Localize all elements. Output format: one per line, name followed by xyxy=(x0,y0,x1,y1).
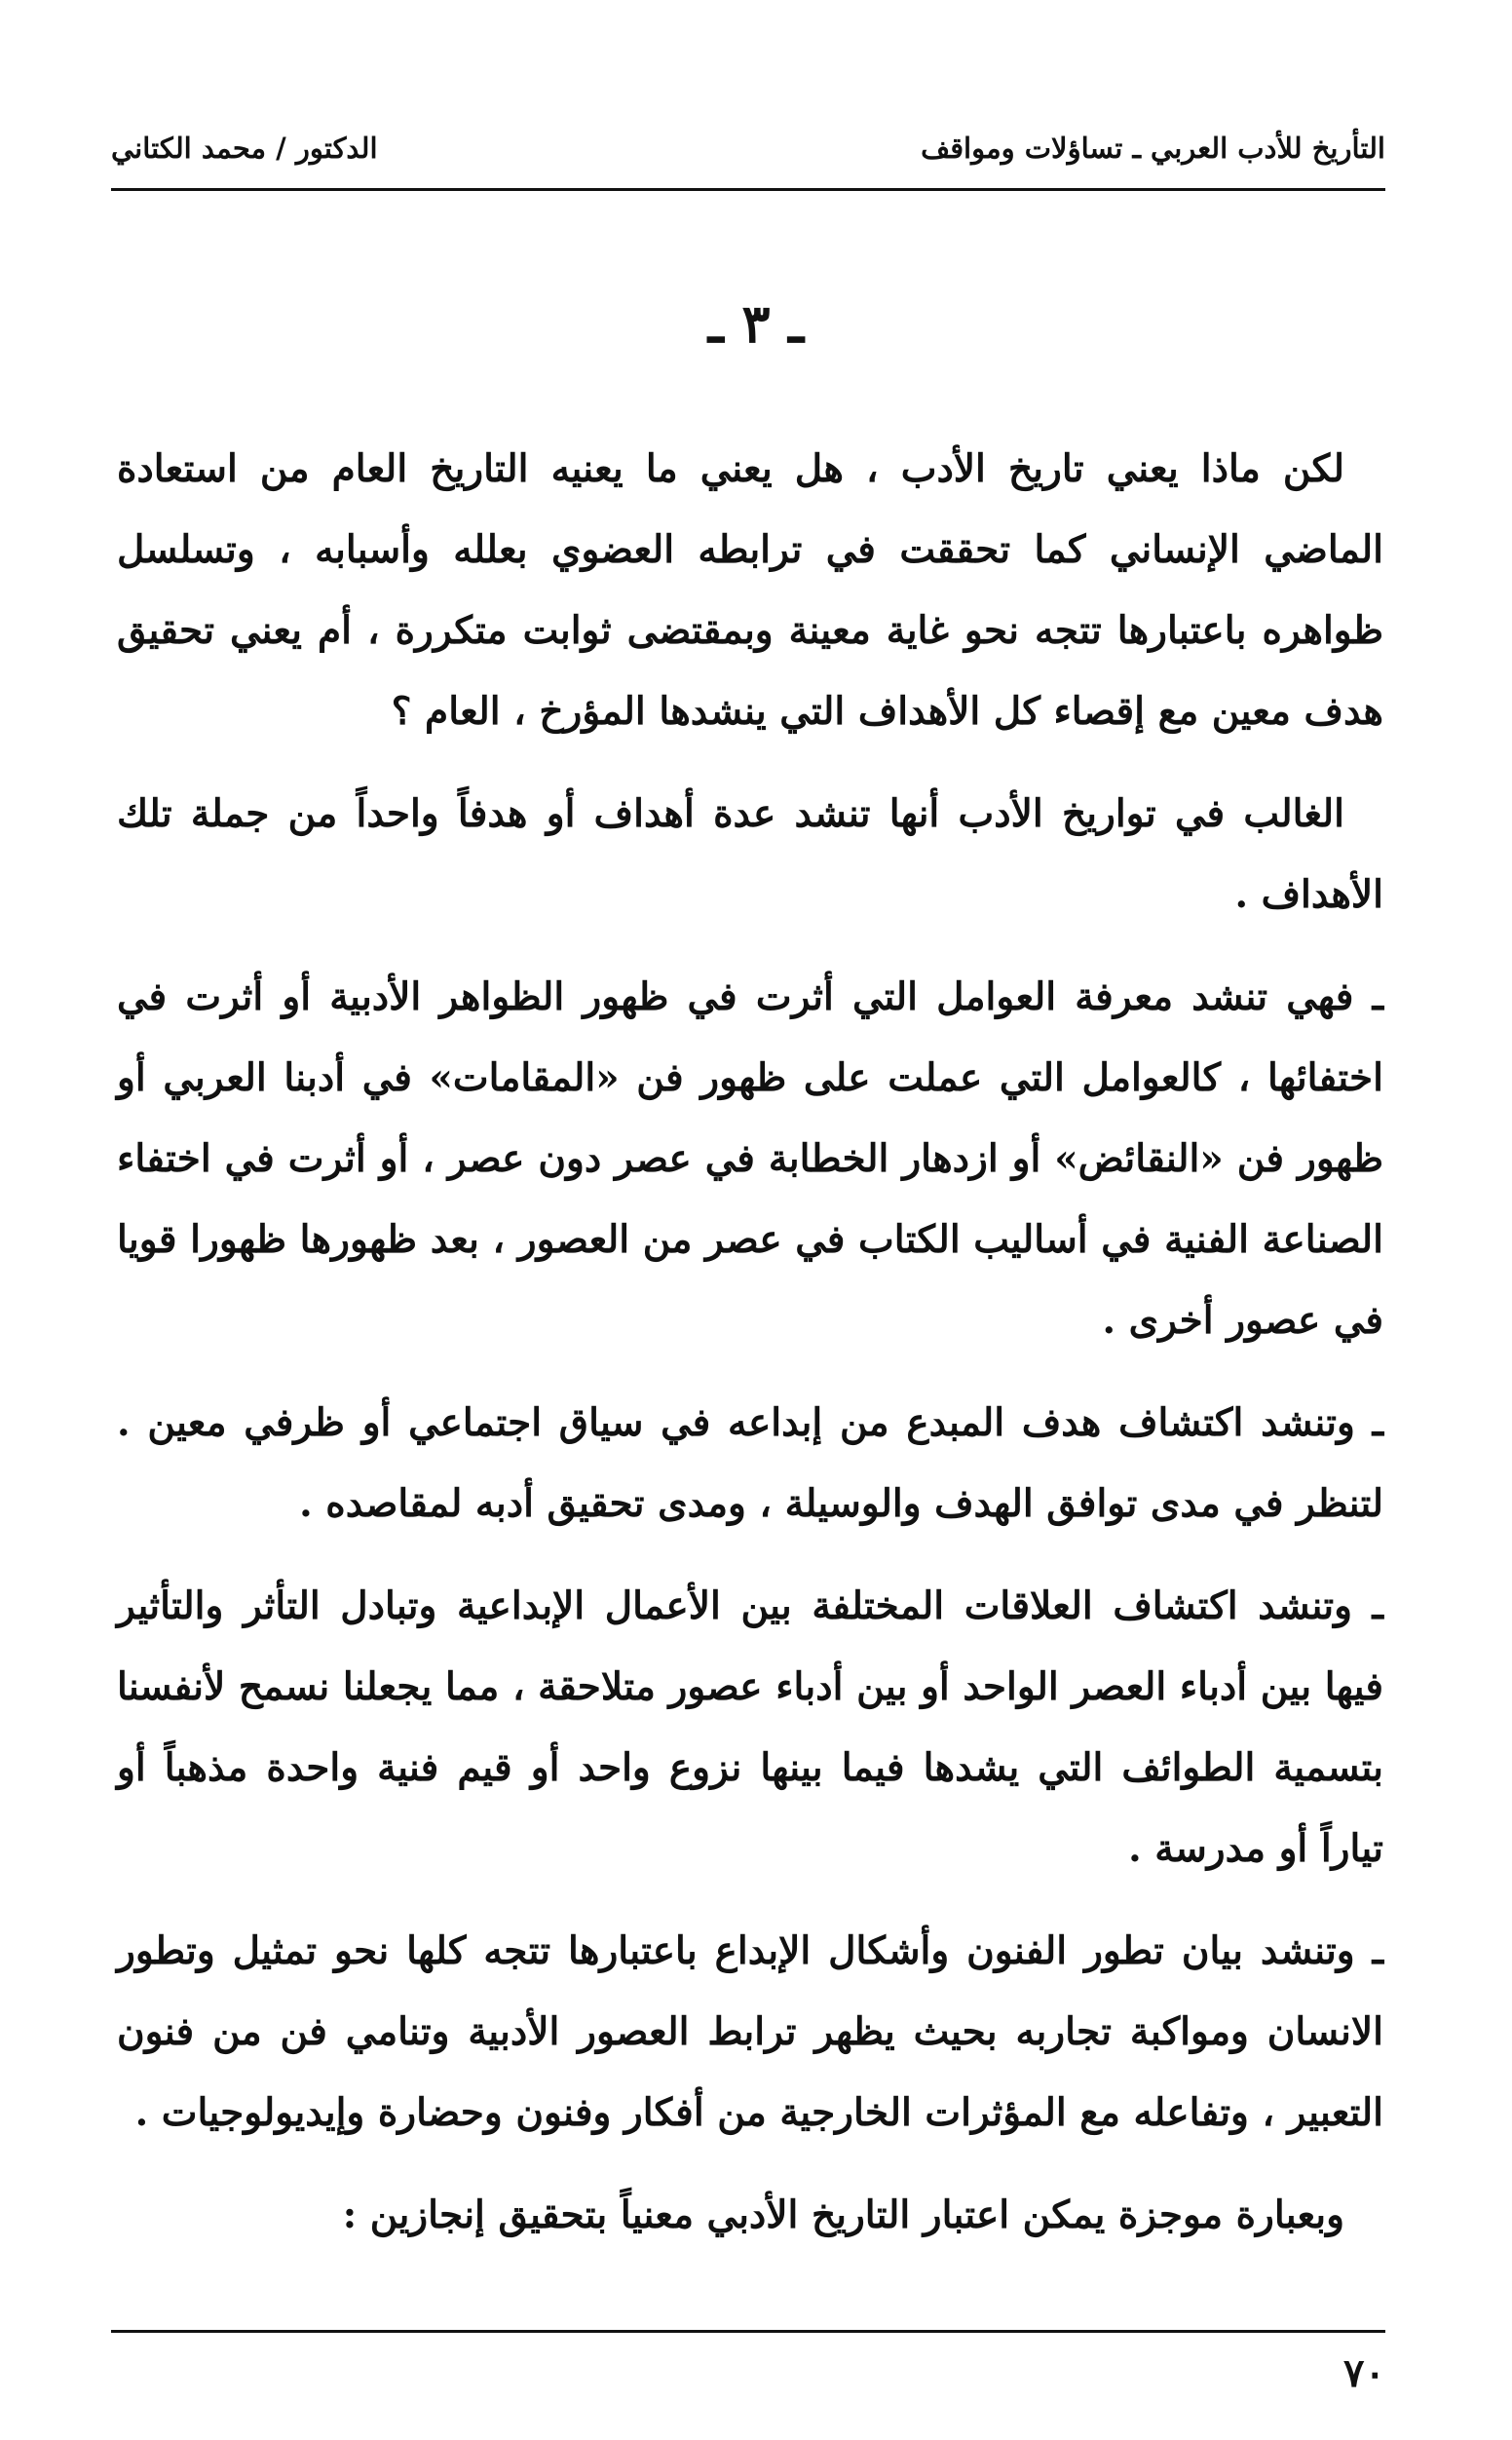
author-name: الدكتور / محمد الكتاني xyxy=(111,132,378,165)
running-header xyxy=(111,131,1385,166)
header-divider xyxy=(111,188,1385,191)
list-item: ـ فهي تنشد معرفة العوامل التي أثرت في ظهور الظواهر الأدبية أو أثرت في اختفائها ، كالعوامل التي عملت على ظهور فن «المقامات» في أدبنا العربي أو ظهور فن «النقائض» أو ازدهار الخطابة في عصر دون عصر ، أو أثرت في اختفاء الصناعة الفنية في أساليب الكتاب في عصر من العصور ، بعد ظهورها ظهورا قويا في عصور أخرى . xyxy=(117,974,1383,1343)
chapter-number: ـ ٣ ـ xyxy=(707,292,805,355)
page-number: ٧٠ xyxy=(1343,2350,1385,2396)
list-item: ـ وتنشد اكتشاف العلاقات المختلفة بين الأعمال الإبداعية وتبادل التأثر والتأثير فيها بين أدباء العصر الواحد أو بين أدباء عصور متلاحقة ، مما يجعلنا نسمح لأنفسنا بتسمية الطوائف التي يشدها فيما بينها نزوع واحد أو قيم فنية واحدة مذهباً أو تياراً أو مدرسة . xyxy=(117,1583,1383,1871)
footer-divider xyxy=(111,2330,1385,2333)
paragraph: لكن ماذا يعني تاريخ الأدب ، هل يعني ما يعنيه التاريخ العام من استعادة الماضي الإنساني كما تحققت في ترابطه العضوي بعلله وأسبابه ، وتسلسل ظواهره باعتبارها تتجه نحو غاية معينة وبمقتضى ثوابت متكررة ، أم يعني تحقيق هدف معين مع إقصاء كل الأهداف التي ينشدها المؤرخ ، العام ؟ xyxy=(117,446,1383,734)
paragraph: الغالب في تواريخ الأدب أنها تنشد عدة أهداف أو هدفاً واحداً من جملة تلك الأهداف . xyxy=(117,791,1383,917)
book-title: التأريخ للأدب العربي ـ تساؤلات ومواقف xyxy=(921,132,1385,165)
list-item: ـ وتنشد بيان تطور الفنون وأشكال الإبداع باعتبارها تتجه كلها نحو تمثيل وتطور الانسان ومواكبة تجاربه بحيث يظهر ترابط العصور الأدبية وتنامي فن من فنون التعبير ، وتفاعله مع المؤثرات الخارجية من أفكار وفنون وحضارة وإيديولوجيات . xyxy=(117,1928,1383,2135)
list-item: ـ وتنشد اكتشاف هدف المبدع من إبداعه في سياق اجتماعي أو ظرفي معين . لتنظر في مدى توافق الهدف والوسيلة ، ومدى تحقيق أدبه لمقاصده . xyxy=(117,1400,1383,1526)
body-text xyxy=(117,429,1383,2277)
paragraph: وبعبارة موجزة يمكن اعتبار التاريخ الأدبي معنياً بتحقيق إنجازين : xyxy=(342,2192,1344,2237)
